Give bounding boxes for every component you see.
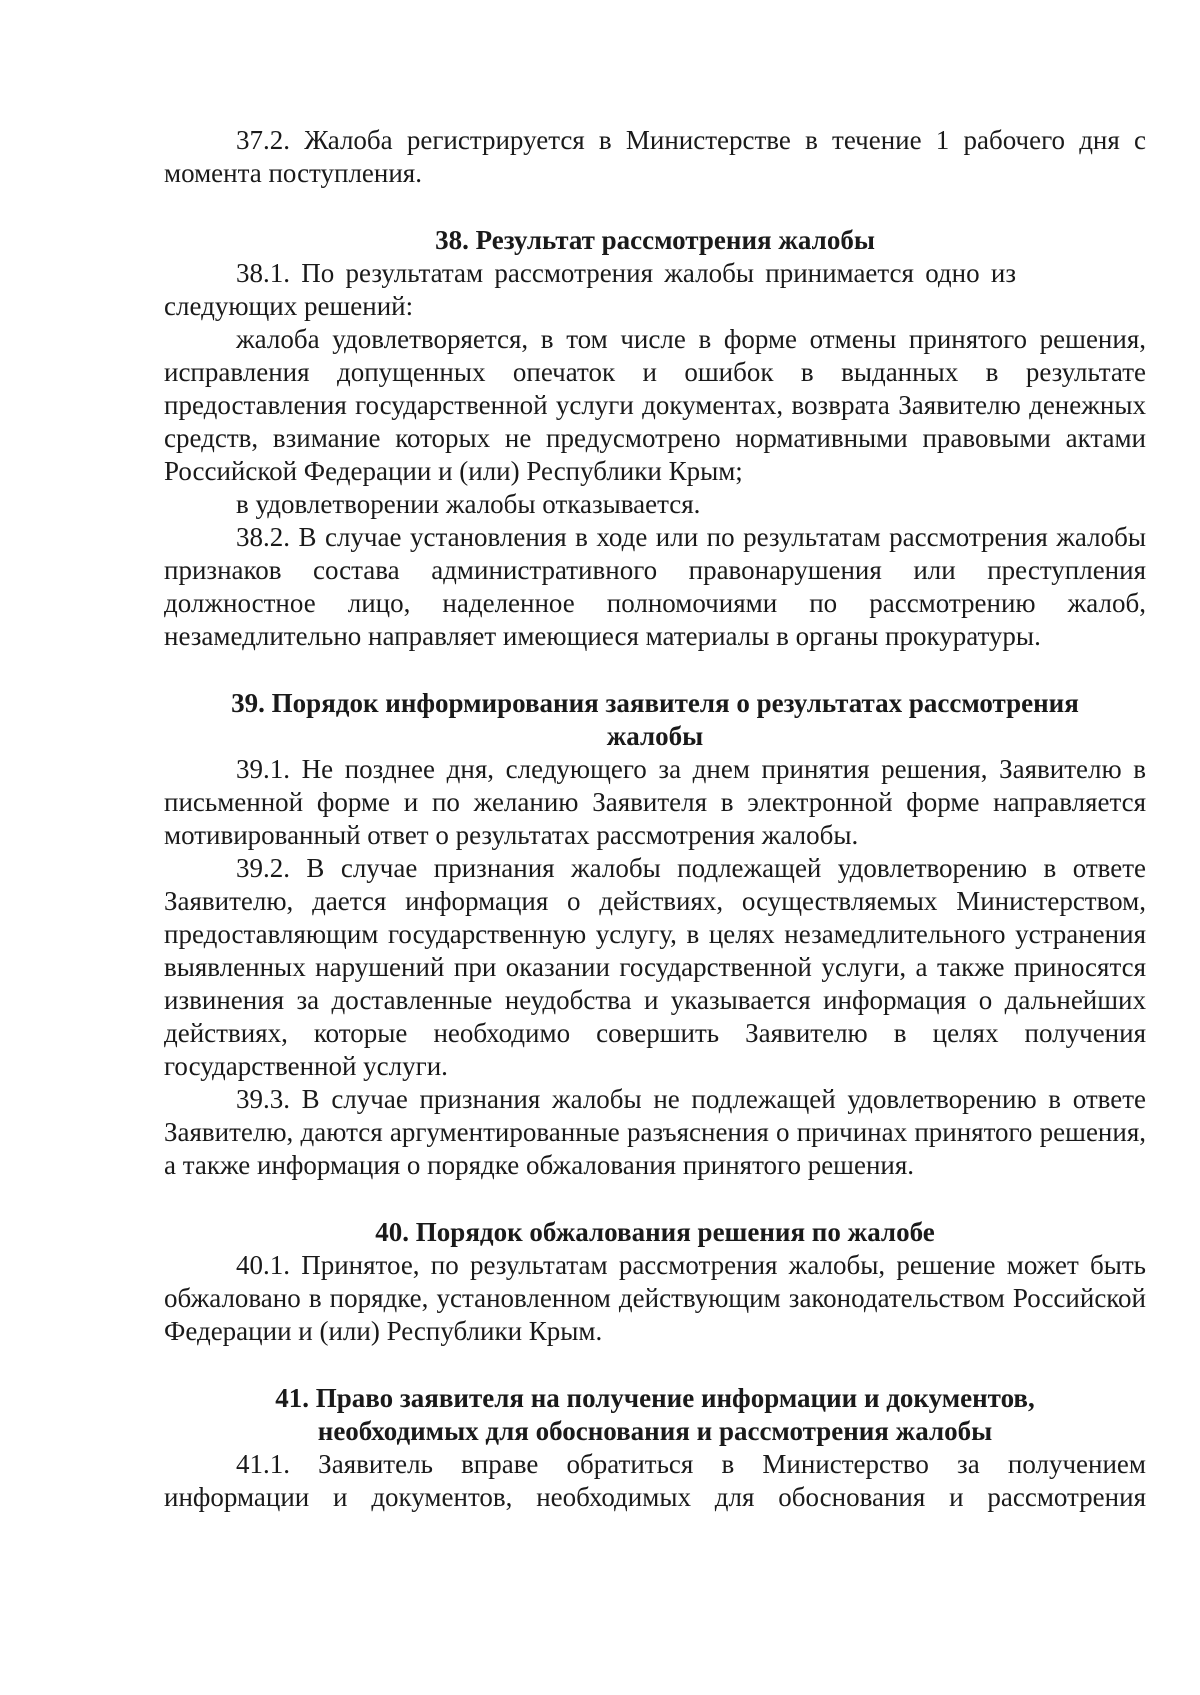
spacer: [164, 190, 1146, 224]
spacer: [164, 1348, 1146, 1382]
paragraph-38-1-option-a: жалоба удовлетворяется, в том числе в форме отмены принятого решения, исправления допущенных опечаток и ошибок в выданных в результате предоставления государственной услуги документах, возврата Заявителю денежных средств, взимание которых не предусмотрено нормативными правовыми актами Российской Федерации и (или) Республики Крым;: [164, 324, 1146, 486]
paragraph-39-1: 39.1. Не позднее дня, следующего за днем принятия решения, Заявителю в письменной форме и по желанию Заявителя в электронной форме направляется мотивированный ответ о результатах рассмотрения жалобы.: [164, 754, 1146, 850]
section-heading-38: 38. Результат рассмотрения жалобы: [435, 225, 875, 255]
section-heading-39: 39. Порядок информирования заявителя о результатах рассмотрения жалобы: [231, 688, 1079, 751]
paragraph-38-2: 38.2. В случае установления в ходе или по результатам рассмотрения жалобы признаков состава административного правонарушения или преступления должностное лицо, наделенное полномочиями по рассмотрению жалоб, незамедлительно направляет имеющиеся материалы в органы прокуратуры.: [164, 522, 1146, 651]
paragraph-38-1: 38.1. По результатам рассмотрения жалобы принимается одно из следующих решений:: [164, 258, 1016, 321]
paragraph-39-2: 39.2. В случае признания жалобы подлежащей удовлетворению в ответе Заявителю, дается информация о действиях, осуществляемых Министерством, предоставляющим государственную услугу, в целях незамедлительного устранения выявленных нарушений при оказании государственной услуги, а также приносятся извинения за доставленные неудобства и указывается информация о дальнейших действиях, которые необходимо совершить Заявителю в целях получения государственной услуги.: [164, 853, 1146, 1081]
section-heading-40: 40. Порядок обжалования решения по жалобе: [375, 1217, 935, 1247]
paragraph-40-1: 40.1. Принятое, по результатам рассмотрения жалобы, решение может быть обжаловано в порядке, установленном действующим законодательством Российской Федерации и (или) Республики Крым.: [164, 1250, 1146, 1346]
paragraph-38-1-option-b: в удовлетворении жалобы отказывается.: [236, 489, 701, 519]
spacer: [164, 653, 1146, 687]
paragraph-41-1: 41.1. Заявитель вправе обратиться в Министерство за получением информации и документов, необходимых для обоснования и рассмотрения: [164, 1449, 1146, 1512]
section-heading-41: 41. Право заявителя на получение информации и документов, необходимых для обоснования и рассмотрения жалобы: [275, 1383, 1035, 1446]
document-page: [164, 124, 1146, 1514]
paragraph-39-3: 39.3. В случае признания жалобы не подлежащей удовлетворению в ответе Заявителю, даются аргументированные разъяснения о причинах принятого решения, а также информация о порядке обжалования принятого решения.: [164, 1084, 1146, 1180]
spacer: [164, 1182, 1146, 1216]
paragraph-37-2: 37.2. Жалоба регистрируется в Министерстве в течение 1 рабочего дня с момента поступления.: [164, 125, 1146, 188]
